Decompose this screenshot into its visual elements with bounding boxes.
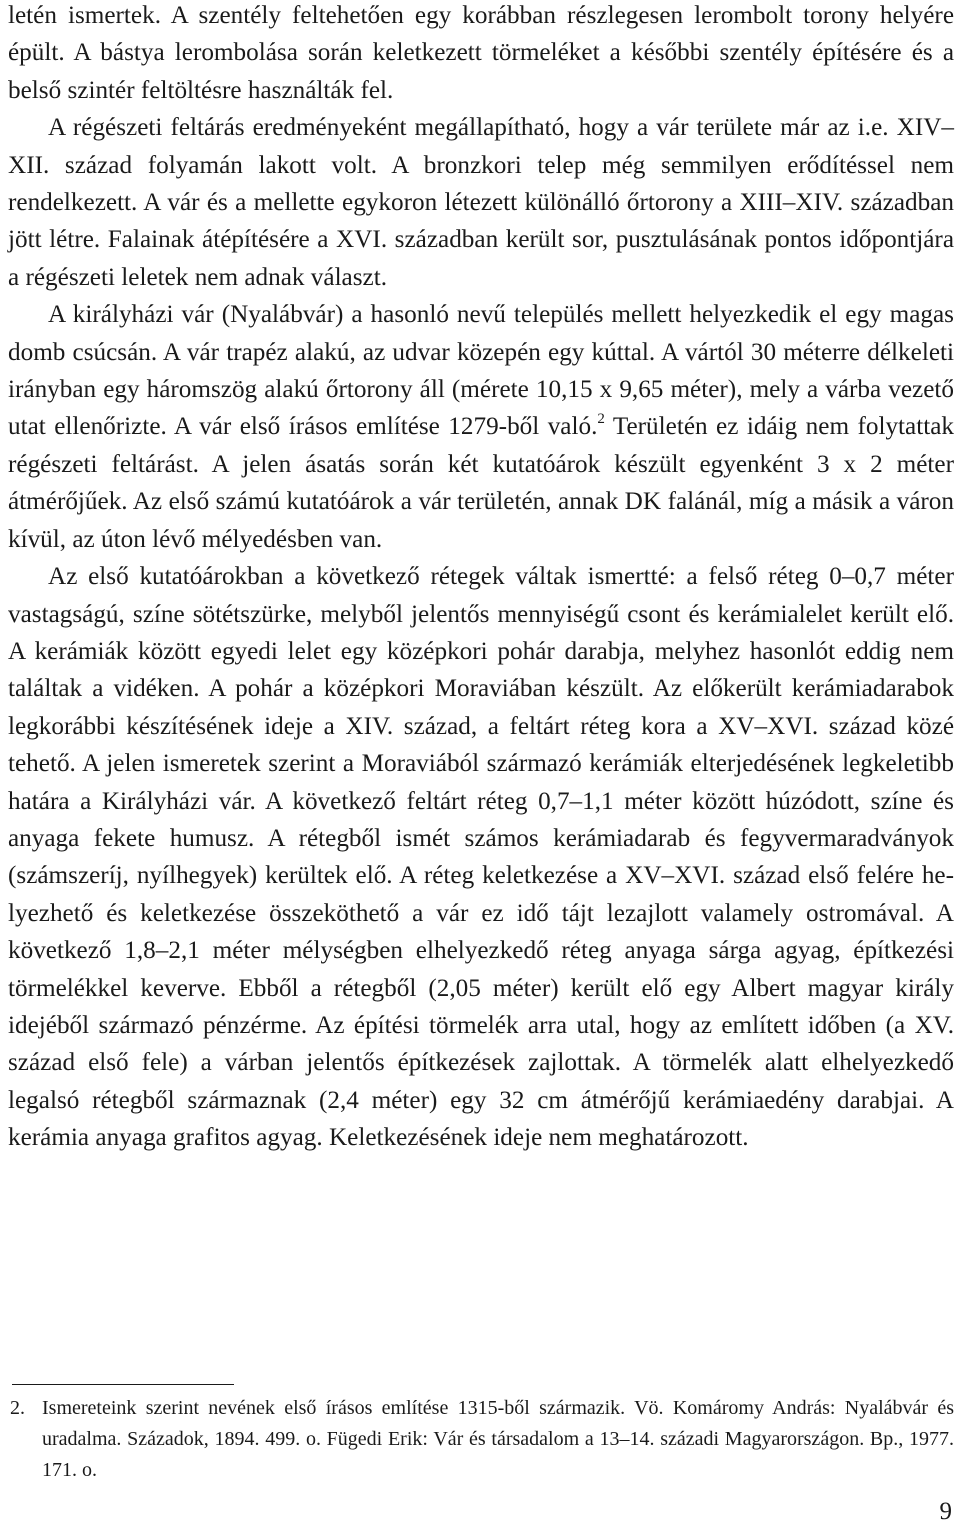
paragraph-3	[8, 296, 954, 558]
footnote-number: 2.	[10, 1397, 25, 1419]
footnote-reference[interactable]: 2	[597, 411, 605, 428]
page-number: 9	[939, 1498, 952, 1525]
paragraph-3-text-a: A királyházi vár (Nyalábvár) a hasonló nevű település mellett helyezkedik el egy magas domb csúcsán. A vár trapéz alakú, az udvar közepén egy kúttal. A vártól 30 méterre délkeleti irányban egy háromszög alakú őrtorony áll (mérete 10,15 x 9,65 méter), mely a várba vezető utat ellenőrizte. A vár első írásos említése 1279-ből való.	[8, 301, 954, 441]
footnote-text: Ismereteink szerint nevének első írásos említése 1315-ből származik. Vö. Komáromy András: Nyalábvár és uradalma. Századok, 1894. 499. o. Fügedi Erik: Vár és társadalom a 13–14. századi Magyarországon. Bp., 1977. 171. o.	[42, 1397, 954, 1481]
page-body	[8, 0, 954, 1157]
paragraph-4: Az első kutatóárokban a következő rétegek váltak ismertté: a felső réteg 0–0,7 méter vastagságú, színe sötétszürke, melyből jelentős mennyiségű csont és kerámialelet került elő. A kerámiák között egyedi lelet egy középkori pohár darabja, melyhez hasonlót eddig nem találtak a vidéken. A pohár a középkori Moraviában készült. Az előkerült kerámiadarabok legkorábbi készítésének ideje a XIV. század, a feltárt réteg kora a XV–XVI. század közé tehető. A jelen ismeretek szerint a Moraviából származó kerámiák elterjedésének legkeletibb határa a Királyházi vár. A következő feltárt réteg 0,7–1,1 méter között húzódott, színe és anyaga fekete humusz. A rétegből ismét számos kerámiadarab és fegyvermaradványok (számszeríj, nyílhegyek) kerültek elő. A réteg keletkezése a XV–XVI. század első felére helyezhető és keletkezése összeköthető a vár ez idő tájt lezajlott valamely ostromával. A következő 1,8–2,1 méter mélységben elhelyezkedő réteg anyaga sárga agyag, építkezési törmelékkel keverve. Ebből a rétegből (2,05 méter) került elő egy Albert magyar király idejéből származó pénzérme. Az építési törmelék arra utal, hogy az említett időben (a XV. század első fele) a várban jelentős építkezések zajlottak. A törmelék alatt elhelyezkedő legalsó rétegből származnak (2,4 méter) egy 32 cm átmérőjű kerámiaedény darabjai. A kerámia anyaga grafitos agyag. Keletkezésének ideje nem meghatározott.	[8, 563, 954, 1152]
paragraph-2: A régészeti feltárás eredményeként megállapítható, hogy a vár területe már az i.e. XIV–XII. század folyamán lakott volt. A bronzkori telep még semmilyen erődítéssel nem rendelkezett. A vár és a mellette egykoron létezett különálló őrtorony a XIII–XIV. században jött létre. Falainak átépítésére a XVI. században került sor, pusztulásának pontos időpontjára a régészeti leletek nem adnak választ.	[8, 114, 954, 291]
footnote-divider	[12, 1384, 234, 1385]
paragraph-3-text-b: Területén ez idáig nem folytattak régészeti feltárást. A jelen ásatás során két kutatóárok készült egyenként 3 x 2 méter átmérőjűek. Az első számú kutatóárok a vár területén, annak DK falánál, míg a másik a váron kívül, az úton lévő mélyedésben van.	[8, 413, 954, 553]
footnote	[10, 1393, 954, 1486]
paragraph-1: letén ismertek. A szentély feltehetően egy korábban részlegesen lerombolt torony helyére épült. A bástya lerombolása során keletkezett törmeléket a későbbi szentély építésére és a belső szintér feltöltésre használták fel.	[8, 2, 954, 104]
